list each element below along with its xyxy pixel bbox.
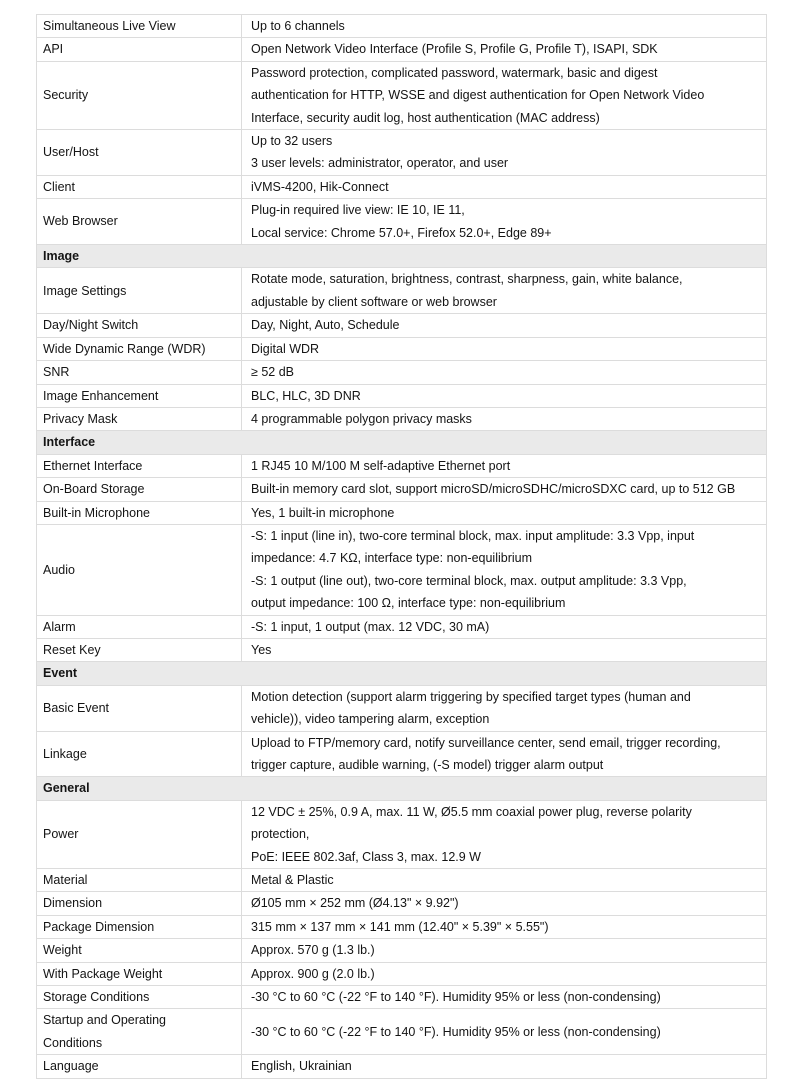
spec-value bbox=[242, 1009, 767, 1055]
spec-label bbox=[37, 524, 242, 615]
spec-label bbox=[37, 130, 242, 176]
section-header: Image bbox=[37, 245, 767, 268]
spec-table bbox=[36, 14, 767, 1079]
spec-value bbox=[242, 615, 767, 638]
text-line: 12 VDC ± 25%, 0.9 A, max. 11 W, Ø5.5 mm coaxial power plug, reverse polarity bbox=[251, 804, 692, 819]
text-line: Simultaneous Live View bbox=[43, 19, 176, 33]
text-line: Digital WDR bbox=[251, 341, 320, 356]
text-line: Web Browser bbox=[43, 214, 118, 229]
text-line: Basic Event bbox=[43, 700, 110, 715]
text-line: Wide Dynamic Range (WDR) bbox=[43, 341, 206, 356]
spec-value bbox=[242, 268, 767, 314]
spec-label bbox=[37, 638, 242, 661]
section-header: General bbox=[37, 777, 767, 800]
text-line: Security bbox=[43, 88, 89, 103]
text-line: Day/Night Switch bbox=[43, 318, 139, 333]
text-line: Conditions bbox=[43, 1035, 103, 1050]
text-line: 1 RJ45 10 M/100 M self-adaptive Ethernet port bbox=[251, 458, 511, 473]
text-line: impedance: 4.7 KΩ, interface type: non-equilibrium bbox=[251, 551, 533, 566]
text-line: Open Network Video Interface (Profile S, Profile G, Profile T), ISAPI, SDK bbox=[251, 42, 658, 57]
spec-label bbox=[37, 986, 242, 1009]
spec-value bbox=[242, 314, 767, 337]
spec-label bbox=[37, 361, 242, 384]
spec-table-body bbox=[37, 15, 767, 1079]
spec-value bbox=[242, 407, 767, 430]
table-row bbox=[37, 638, 767, 661]
text-line: On-Board Storage bbox=[43, 482, 145, 497]
text-line: Rotate mode, saturation, brightness, contrast, sharpness, gain, white balance, bbox=[251, 272, 683, 287]
spec-value bbox=[242, 454, 767, 477]
spec-label bbox=[37, 1009, 242, 1055]
text-line: Client bbox=[43, 179, 75, 194]
table-row bbox=[37, 685, 767, 731]
table-row bbox=[37, 268, 767, 314]
section-header: Interface bbox=[37, 431, 767, 454]
text-line: -30 °C to 60 °C (-22 °F to 140 °F). Humidity 95% or less (non-condensing) bbox=[251, 990, 661, 1005]
table-row bbox=[37, 962, 767, 985]
text-line: Ø105 mm × 252 mm (Ø4.13" × 9.92") bbox=[251, 896, 459, 911]
spec-label bbox=[37, 478, 242, 501]
table-row bbox=[37, 199, 767, 245]
spec-value bbox=[242, 800, 767, 868]
spec-label bbox=[37, 939, 242, 962]
text-line: Weight bbox=[43, 943, 82, 958]
text-line: Local service: Chrome 57.0+, Firefox 52.0+, Edge 89+ bbox=[251, 225, 552, 240]
text-line: Linkage bbox=[43, 746, 87, 761]
table-row bbox=[37, 38, 767, 61]
text-line: 4 programmable polygon privacy masks bbox=[251, 411, 472, 426]
text-line: ≥ 52 dB bbox=[251, 365, 294, 380]
text-line: Yes, 1 built-in microphone bbox=[251, 505, 395, 520]
spec-label bbox=[37, 268, 242, 314]
spec-value bbox=[242, 915, 767, 938]
spec-label bbox=[37, 15, 242, 38]
table-row bbox=[37, 361, 767, 384]
spec-value bbox=[242, 939, 767, 962]
text-line: BLC, HLC, 3D DNR bbox=[251, 388, 361, 403]
spec-value bbox=[242, 15, 767, 38]
text-line: 3 user levels: administrator, operator, and user bbox=[251, 156, 509, 171]
table-row bbox=[37, 478, 767, 501]
table-row bbox=[37, 337, 767, 360]
table-row bbox=[37, 524, 767, 615]
spec-label bbox=[37, 175, 242, 198]
text-line: Material bbox=[43, 873, 88, 888]
spec-value bbox=[242, 361, 767, 384]
text-line: Reset Key bbox=[43, 642, 101, 657]
spec-label bbox=[37, 800, 242, 868]
text-line: Password protection, complicated password, watermark, basic and digest bbox=[251, 65, 658, 80]
text-line: protection, bbox=[251, 827, 310, 842]
table-row bbox=[37, 15, 767, 38]
text-line: vehicle)), video tampering alarm, exception bbox=[251, 712, 490, 727]
spec-label bbox=[37, 199, 242, 245]
spec-value bbox=[242, 986, 767, 1009]
text-line: Plug-in required live view: IE 10, IE 11, bbox=[251, 203, 465, 218]
spec-label bbox=[37, 892, 242, 915]
spec-label bbox=[37, 314, 242, 337]
text-line: Approx. 570 g (1.3 lb.) bbox=[251, 943, 375, 958]
text-line: Yes bbox=[251, 642, 272, 657]
spec-label bbox=[37, 685, 242, 731]
section-row bbox=[37, 245, 767, 268]
section-row bbox=[37, 777, 767, 800]
section-row bbox=[37, 431, 767, 454]
spec-label bbox=[37, 962, 242, 985]
table-row bbox=[37, 892, 767, 915]
text-line: Metal & Plastic bbox=[251, 873, 334, 888]
text-line: User/Host bbox=[43, 145, 99, 160]
table-row bbox=[37, 800, 767, 868]
spec-value bbox=[242, 478, 767, 501]
spec-value bbox=[242, 524, 767, 615]
spec-label bbox=[37, 38, 242, 61]
text-line: English, Ukrainian bbox=[251, 1059, 352, 1074]
text-line: -S: 1 input (line in), two-core terminal block, max. input amplitude: 3.3 Vpp, input bbox=[251, 528, 695, 543]
spec-value bbox=[242, 1055, 767, 1078]
spec-value bbox=[242, 962, 767, 985]
section-header: Event bbox=[37, 662, 767, 685]
text-line: Alarm bbox=[43, 619, 76, 634]
spec-label bbox=[37, 915, 242, 938]
text-line: Image Settings bbox=[43, 283, 127, 298]
spec-label bbox=[37, 384, 242, 407]
spec-label bbox=[37, 337, 242, 360]
spec-value bbox=[242, 685, 767, 731]
spec-value bbox=[242, 501, 767, 524]
text-line: Built-in memory card slot, support microSD/microSDHC/microSDXC card, up to 512 GB bbox=[251, 482, 736, 497]
table-row bbox=[37, 175, 767, 198]
table-row bbox=[37, 731, 767, 777]
text-line: Up to 32 users bbox=[251, 134, 333, 149]
table-row bbox=[37, 454, 767, 477]
spec-value bbox=[242, 130, 767, 176]
spec-label bbox=[37, 615, 242, 638]
spec-value bbox=[242, 869, 767, 892]
table-row bbox=[37, 314, 767, 337]
spec-value bbox=[242, 384, 767, 407]
spec-label bbox=[37, 501, 242, 524]
spec-label bbox=[37, 869, 242, 892]
text-line: Image Enhancement bbox=[43, 388, 159, 403]
spec-value bbox=[242, 892, 767, 915]
text-line: API bbox=[43, 42, 64, 57]
table-row bbox=[37, 61, 767, 129]
text-line: Day, Night, Auto, Schedule bbox=[251, 318, 400, 333]
spec-label bbox=[37, 407, 242, 430]
text-line: -S: 1 output (line out), two-core terminal block, max. output amplitude: 3.3 Vpp, bbox=[251, 573, 687, 588]
table-row bbox=[37, 986, 767, 1009]
spec-value bbox=[242, 61, 767, 129]
text-line: Built-in Microphone bbox=[43, 505, 150, 520]
text-line: Upload to FTP/memory card, notify surveillance center, send email, trigger recording, bbox=[251, 735, 721, 750]
spec-label bbox=[37, 61, 242, 129]
spec-value bbox=[242, 199, 767, 245]
text-line: Language bbox=[43, 1059, 99, 1074]
spec-value bbox=[242, 731, 767, 777]
text-line: iVMS-4200, Hik-Connect bbox=[251, 179, 389, 194]
table-row bbox=[37, 407, 767, 430]
text-line: Approx. 900 g (2.0 lb.) bbox=[251, 966, 375, 981]
spec-label bbox=[37, 1055, 242, 1078]
text-line: -S: 1 input, 1 output (max. 12 VDC, 30 mA) bbox=[251, 619, 490, 634]
text-line: Up to 6 channels bbox=[251, 19, 345, 33]
text-line: Ethernet Interface bbox=[43, 458, 143, 473]
table-row bbox=[37, 501, 767, 524]
spec-value bbox=[242, 638, 767, 661]
text-line: authentication for HTTP, WSSE and digest authentication for Open Network Video bbox=[251, 88, 705, 103]
text-line: 315 mm × 137 mm × 141 mm (12.40" × 5.39" × 5.55") bbox=[251, 919, 549, 934]
text-line: adjustable by client software or web browser bbox=[251, 294, 497, 309]
spec-value bbox=[242, 38, 767, 61]
text-line: trigger capture, audible warning, (-S model) trigger alarm output bbox=[251, 758, 604, 772]
text-line: output impedance: 100 Ω, interface type: non-equilibrium bbox=[251, 596, 566, 611]
text-line: Power bbox=[43, 827, 79, 842]
table-row bbox=[37, 384, 767, 407]
text-line: Motion detection (support alarm triggering by specified target types (human and bbox=[251, 689, 691, 704]
text-line: Interface, security audit log, host authentication (MAC address) bbox=[251, 110, 600, 125]
table-row bbox=[37, 869, 767, 892]
table-row bbox=[37, 939, 767, 962]
spec-label bbox=[37, 454, 242, 477]
text-line: With Package Weight bbox=[43, 966, 163, 981]
section-row bbox=[37, 662, 767, 685]
text-line: PoE: IEEE 802.3af, Class 3, max. 12.9 W bbox=[251, 849, 481, 864]
text-line: Audio bbox=[43, 562, 75, 577]
spec-value bbox=[242, 175, 767, 198]
text-line: Privacy Mask bbox=[43, 411, 118, 426]
text-line: SNR bbox=[43, 365, 70, 380]
text-line: Storage Conditions bbox=[43, 990, 150, 1005]
table-row bbox=[37, 915, 767, 938]
spec-label bbox=[37, 731, 242, 777]
table-row bbox=[37, 615, 767, 638]
text-line: Startup and Operating bbox=[43, 1013, 166, 1028]
text-line: Dimension bbox=[43, 896, 103, 911]
table-row bbox=[37, 1009, 767, 1055]
table-row bbox=[37, 1055, 767, 1078]
table-row bbox=[37, 130, 767, 176]
text-line: Package Dimension bbox=[43, 919, 155, 934]
spec-value bbox=[242, 337, 767, 360]
text-line: -30 °C to 60 °C (-22 °F to 140 °F). Humidity 95% or less (non-condensing) bbox=[251, 1024, 661, 1039]
